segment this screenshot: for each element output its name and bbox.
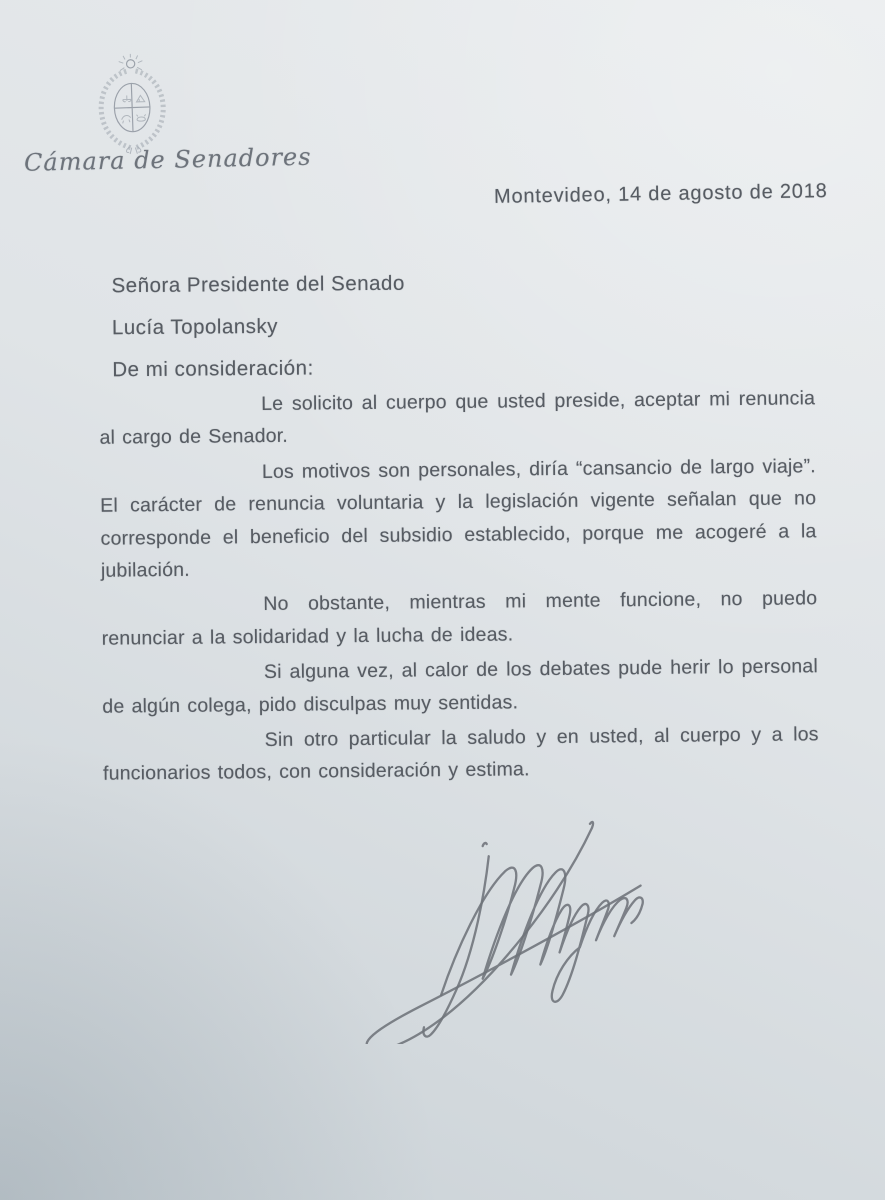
handwritten-signature-icon (343, 798, 677, 1044)
paragraph-farewell: Sin otro particular la saludo y en usted, al cuerpo y a los funcionarios todos, con consideración y estima. (102, 723, 819, 786)
letter-body (99, 382, 819, 793)
paragraph-solidarity: No obstante, mientras mi mente funcione, no puedo renunciar a la solidaridad y la lucha de ideas. (101, 587, 818, 650)
uruguay-coat-of-arms-icon (84, 50, 180, 155)
salutation: De mi consideración: (112, 356, 314, 382)
recipient-name: Lucía Topolansky (111, 314, 279, 340)
recipient-title: Señora Presidente del Senado (111, 271, 405, 298)
paragraph-apology: Si alguna vez, al calor de los debates pude herir lo personal de algún colega, pido disculpas muy sentidas. (102, 655, 819, 718)
paragraph-request-resignation: Le solicito al cuerpo que usted preside, aceptar mi renuncia al cargo de Senador. (99, 387, 816, 450)
dateline: Montevideo, 14 de agosto de 2018 (493, 180, 828, 208)
paragraph-motives: Los motivos son personales, diría “cansancio de largo viaje”. El carácter de renuncia voluntaria y la legislación vigente señalan que no corresponde el beneficio del subsidio establecido, porque me acogeré a la jubilación. (100, 455, 817, 582)
letterhead-organization: Cámara de Senadores (23, 142, 312, 177)
recipient-block (111, 271, 405, 400)
